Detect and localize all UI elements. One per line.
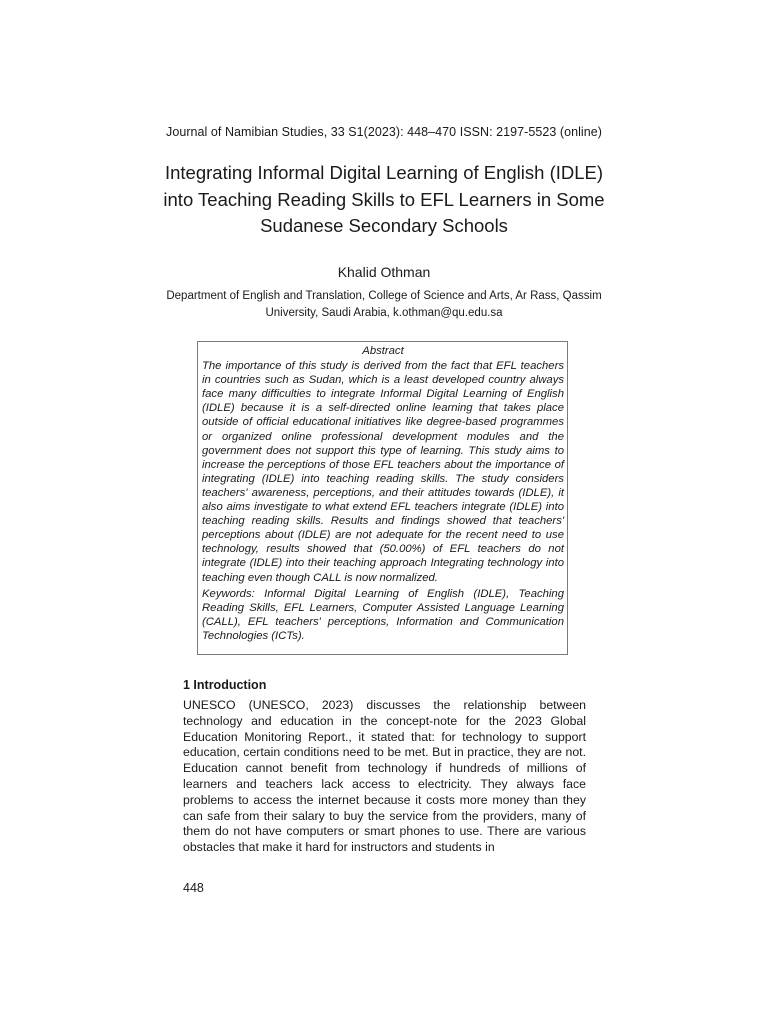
abstract-heading: Abstract [362,345,404,357]
section-heading-introduction: 1 Introduction [183,678,267,692]
abstract-box [197,341,568,655]
article-title: Integrating Informal Digital Learning of English (IDLE) into Teaching Reading Skills to EFL Learners in Some Sudanese Secondary Schools [163,162,605,236]
introduction-paragraph: UNESCO (UNESCO, 2023) discusses the relationship between technology and education in the concept-note for the 2023 Global Education Monitoring Report., it stated that: for technology to support education, certain conditions need to be met. But in practice, they are not. Education cannot benefit from technology if hundreds of millions of learners and teachers lack access to electricity. They always face problems to access the internet because it costs more money than they can safe from their salary to buy the service from the providers, many of them do not have computers or smart phones to use. There are various obstacles that make it hard for instructors and students in [183,698,586,855]
author-affiliation: Department of English and Translation, College of Science and Arts, Ar Rass, Qassim University, Saudi Arabia, k.othman@qu.edu.sa [166,290,602,319]
keywords: Keywords: Informal Digital Learning of English (IDLE), Teaching Reading Skills, EFL Learners, Computer Assisted Language Learning (CALL), EFL teachers' perceptions, Information and Communication Technologies (ICTs). [202,587,564,642]
author-name: Khalid Othman [337,264,431,280]
journal-header: Journal of Namibian Studies, 33 S1(2023): 448–470 ISSN: 2197-5523 (online) [166,125,602,139]
page-number: 448 [183,881,204,895]
abstract-text: The importance of this study is derived from the fact that EFL teachers in countries such as Sudan, which is a least developed country always face many difficulties to integrate Informal Digital Learning of English (IDLE) because it is a self-directed online learning that takes place outside of official educational initiatives like degree-based programmes or organized online professional development modules and the government does not support this type of learning. This study aims to increase the perceptions of those EFL teachers about the importance of integrating (IDLE) into teaching reading skills. The study considers teachers' awareness, perceptions, and their attitudes towards (IDLE), it also aims investigate to what extend EFL teachers integrate (IDLE) into teaching reading skills. Results and findings showed that teachers' perceptions about (IDLE) are not adequate for the recent need to use technology, results showed that (50.00%) of EFL teachers do not integrate (IDLE) into their teaching approach Integrating technology into teaching even though CALL is now normalized. [202,360,564,584]
